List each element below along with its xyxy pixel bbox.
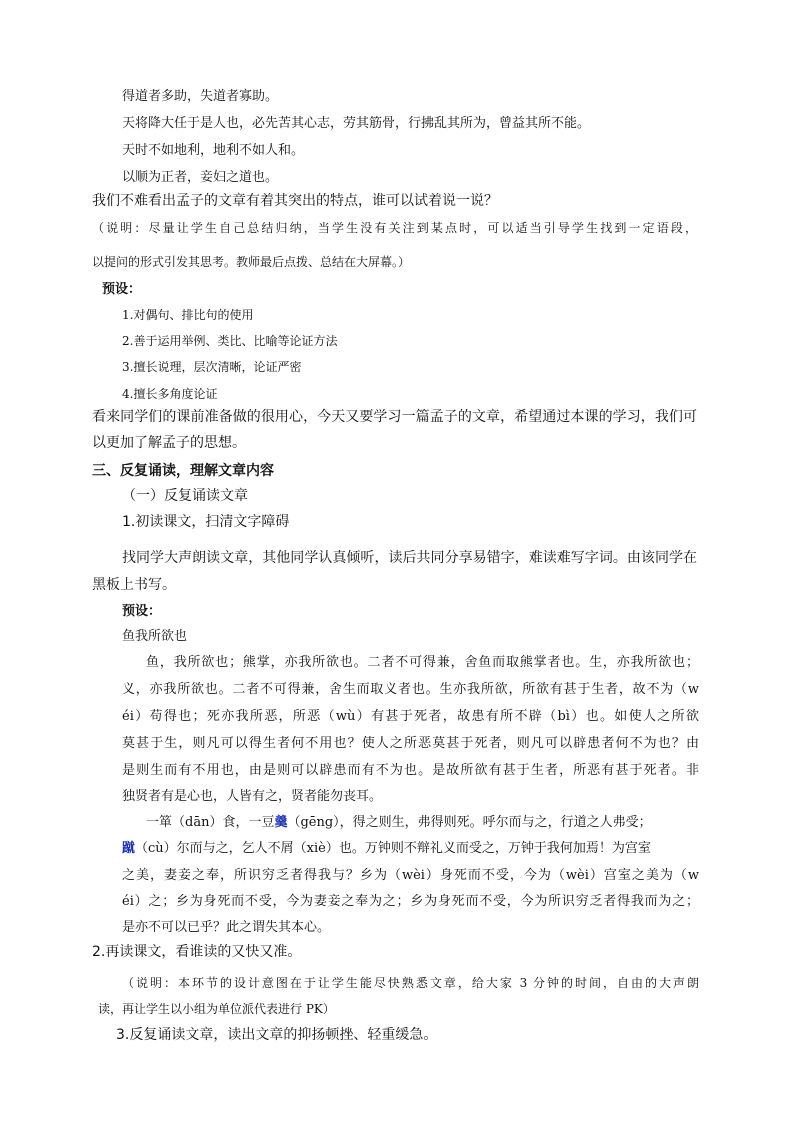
step-heading: 2.再读课文，看谁读的又快又准。 — [92, 944, 302, 960]
classical-text-line: 之美，妻妾之奉，所识穷乏者得我与？乡为（wèi）身死而不受，今为（wèi）宫室之美为（w — [122, 868, 699, 883]
text-segment: （gēng），得之则生，弗得则死。呼尔而与之，行道之人弗受； — [287, 815, 652, 830]
classical-text-line: éi）之；乡为身死而不受，今为妻妾之奉为之；乡为身死而不受，今为所识穷乏者得我而为之； — [122, 894, 699, 909]
classical-text-line — [146, 814, 652, 832]
classical-text-line: éi）苟得也；死亦我所恶，所恶（wù）有甚于死者，故患有所不辟（bì）也。如使人之所欲 — [122, 709, 699, 724]
preset-item: 4.擅长多角度论证 — [122, 387, 218, 401]
preset-label: 预设： — [122, 604, 162, 619]
classical-text-line: 独贤者有是心也，人皆有之，贤者能勿丧耳。 — [122, 789, 383, 804]
question-text: 我们不难看出孟子的文章有着其突出的特点，谁可以试着说一说？ — [92, 193, 498, 209]
subsection-heading: （一）反复诵读文章 — [122, 488, 248, 504]
note-line: 读，再让学生以小组为单位派代表进行 PK） — [98, 1002, 335, 1016]
text-segment: 一箪（dān）食，一豆 — [146, 815, 275, 830]
quote-line: 以顺为正者，妾妇之道也。 — [122, 170, 279, 185]
section-heading: 三、反复诵读，理解文章内容 — [92, 463, 274, 479]
text-title: 鱼我所欲也 — [122, 629, 188, 644]
quote-line: 得道者多助，失道者寡助。 — [122, 89, 279, 104]
text-segment: （cù）尔而与之，乞人不屑（xiè）也。万钟则不辩礼义而受之，万钟于我何加焉！为宫室 — [135, 841, 651, 856]
classical-text-line: 是亦不可以已乎？此之谓失其本心。 — [122, 920, 331, 935]
highlighted-char: 羹 — [274, 815, 288, 830]
classical-text-line: 义，亦我所欲也。二者不可得兼，舍生而取义者也。生亦我所欲，所欲有甚于生者，故不为（w — [122, 682, 699, 697]
preset-item: 2.善于运用举例、类比、比喻等论证方法 — [122, 334, 338, 348]
step-heading: 3.反复诵读文章，读出文章的抑扬顿挫、轻重缓急。 — [116, 1027, 438, 1043]
note-line: （说明：本环节的设计意图在于让学生能尽快熟悉文章，给大家 3 分钟的时间，自由的大声朗 — [122, 976, 699, 990]
preset-item: 1.对偶句、排比句的使用 — [122, 308, 254, 322]
transition-line: 看来同学们的课前准备做的很用心，今天又要学习一篇孟子的文章，希望通过本课的学习，我们可 — [92, 409, 697, 425]
classical-text-line — [122, 840, 651, 858]
quote-line: 天时不如地利，地利不如人和。 — [122, 143, 305, 158]
instruction-line: 找同学大声朗读文章，其他同学认真倾听，读后共同分享易错字，难读难写字词。由该同学在 — [122, 550, 697, 566]
preset-item: 3.擅长说理，层次清晰，论证严密 — [122, 360, 302, 374]
transition-line: 以更加了解孟子的思想。 — [92, 435, 246, 451]
note-line: （说明：尽量让学生自己总结归纳，当学生没有关注到某点时，可以适当引导学生找到一定语段， — [92, 221, 697, 235]
classical-text-line: 莫甚于生，则凡可以得生者何不用也？使人之所恶莫甚于死者，则凡可以辟患者何不为也？由 — [122, 736, 699, 751]
note-line: 以提问的形式引发其思考。教师最后点拨、总结在大屏幕。） — [92, 255, 411, 269]
instruction-line: 黑板上书写。 — [92, 577, 176, 593]
classical-text-line: 是则生而有不用也，由是则可以辟患而有不为也。是故所欲有甚于生者，所恶有甚于死者。非 — [122, 763, 699, 778]
highlighted-char: 蹴 — [122, 841, 136, 856]
quote-line: 天将降大任于是人也，必先苦其心志，劳其筋骨，行拂乱其所为，曾益其所不能。 — [122, 116, 591, 131]
classical-text-line: 鱼，我所欲也；熊掌，亦我所欲也。二者不可得兼，舍鱼而取熊掌者也。生，亦我所欲也； — [146, 655, 699, 670]
step-heading: 1.初读课文，扫清文字障碍 — [122, 514, 290, 530]
preset-label: 预设： — [102, 282, 142, 297]
